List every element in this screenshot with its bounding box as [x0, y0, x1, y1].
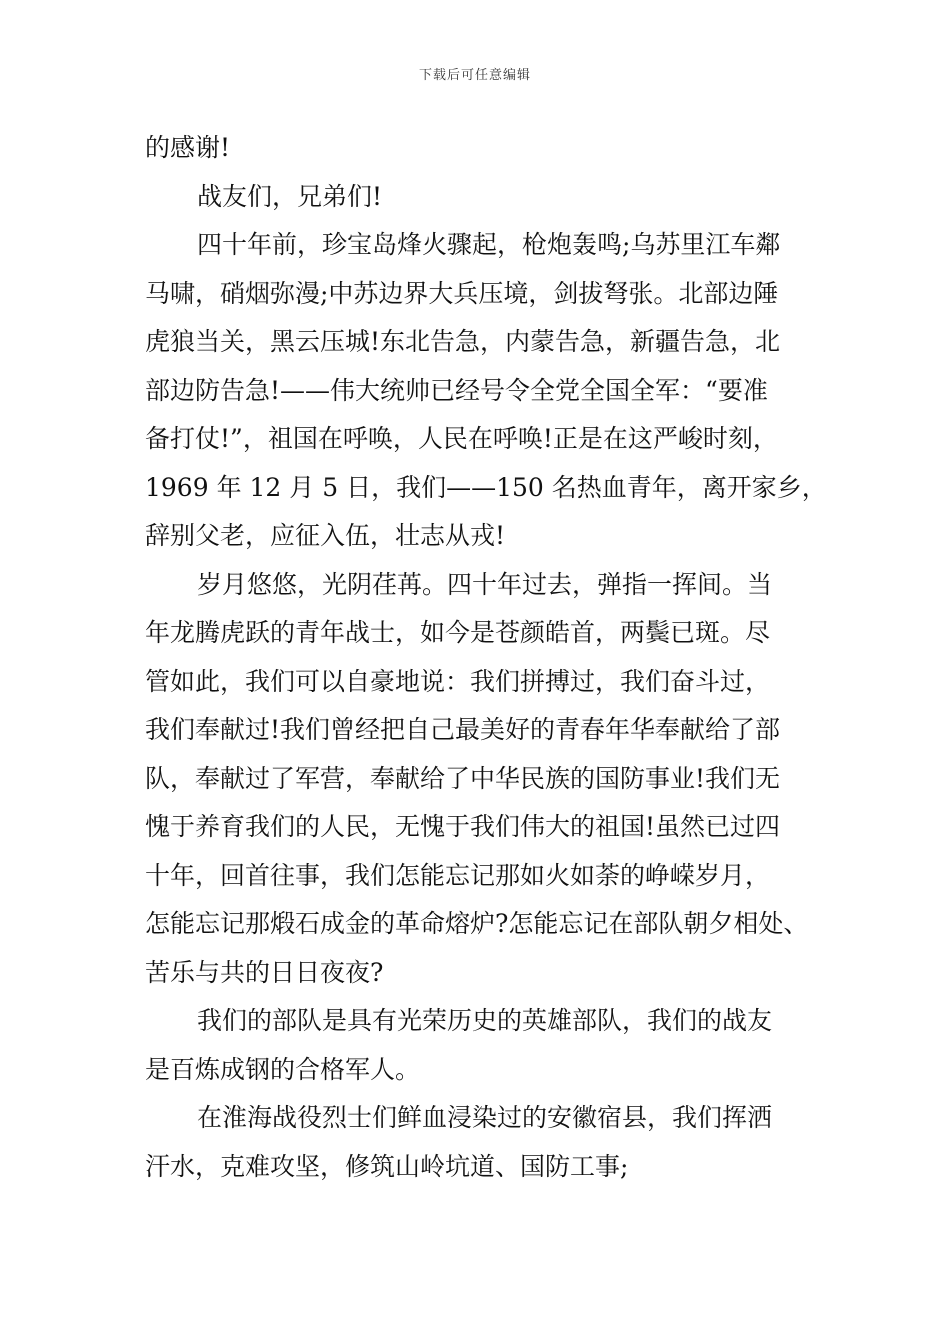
text-line: 管如此，我们可以自豪地说：我们拼搏过，我们奋斗过， — [145, 666, 771, 696]
paragraph — [145, 997, 825, 1094]
paragraph — [145, 561, 825, 998]
text-line: 的感谢! — [145, 133, 231, 162]
text-line: 怎能忘记那煅石成金的革命熔炉?怎能忘记在部队朝夕相处、 — [145, 909, 809, 938]
text-line: 辞别父老，应征入伍，壮志从戎! — [145, 521, 506, 550]
text-line: 1969 年 12 月 5 日，我们——150 名热血青年，离开家乡， — [145, 472, 827, 502]
text-line: 我们奉献过!我们曾经把自己最美好的青春年华奉献给了部 — [145, 715, 781, 744]
paragraph — [145, 173, 825, 222]
text-line: 苦乐与共的日日夜夜? — [145, 957, 384, 987]
text-line: 队，奉献过了军营，奉献给了中华民族的国防事业!我们无 — [145, 763, 781, 793]
text-line: 愧于养育我们的人民，无愧于我们伟大的祖国!虽然已过四 — [145, 812, 781, 841]
text-line: 我们的部队是具有光荣历史的英雄部队，我们的战友 — [197, 1006, 773, 1035]
text-line: 四十年前，珍宝岛烽火骤起，枪炮轰鸣;乌苏里江车鄰 — [197, 230, 781, 259]
text-line: 年龙腾虎跃的青年战士，如今是苍颜皓首，两鬓已斑。尽 — [145, 618, 771, 647]
paragraph — [145, 221, 825, 561]
paragraph — [145, 1094, 825, 1191]
text-line: 在淮海战役烈士们鲜血浸染过的安徽宿县，我们挥洒 — [197, 1103, 773, 1132]
text-line: 是百炼成钢的合格军人。 — [145, 1054, 421, 1084]
text-line: 岁月悠悠，光阴荏苒。四十年过去，弹指一挥间。当 — [197, 569, 773, 599]
page-header: 下载后可任意编辑 — [418, 68, 531, 83]
text-line: 虎狼当关，黑云压城!东北告急，内蒙告急，新疆告急，北 — [145, 327, 781, 356]
text-line: 十年，回首往事，我们怎能忘记那如火如荼的峥嵘岁月， — [145, 860, 771, 890]
document-body — [145, 124, 825, 1191]
paragraph — [145, 124, 825, 173]
text-line: 马啸，硝烟弥漫;中苏边界大兵压境，剑拔弩张。北部边陲 — [145, 278, 779, 308]
text-line: 备打仗!”，祖国在呼唤，人民在呼唤!正是在这严峻时刻， — [145, 424, 778, 453]
text-line: 部边防告急!——伟大统帅已经号令全党全国全军：“要准 — [145, 375, 768, 405]
text-line: 战友们，兄弟们! — [197, 181, 383, 211]
text-line: 汗水，克难攻坚，修筑山岭坑道、国防工事; — [145, 1151, 629, 1181]
